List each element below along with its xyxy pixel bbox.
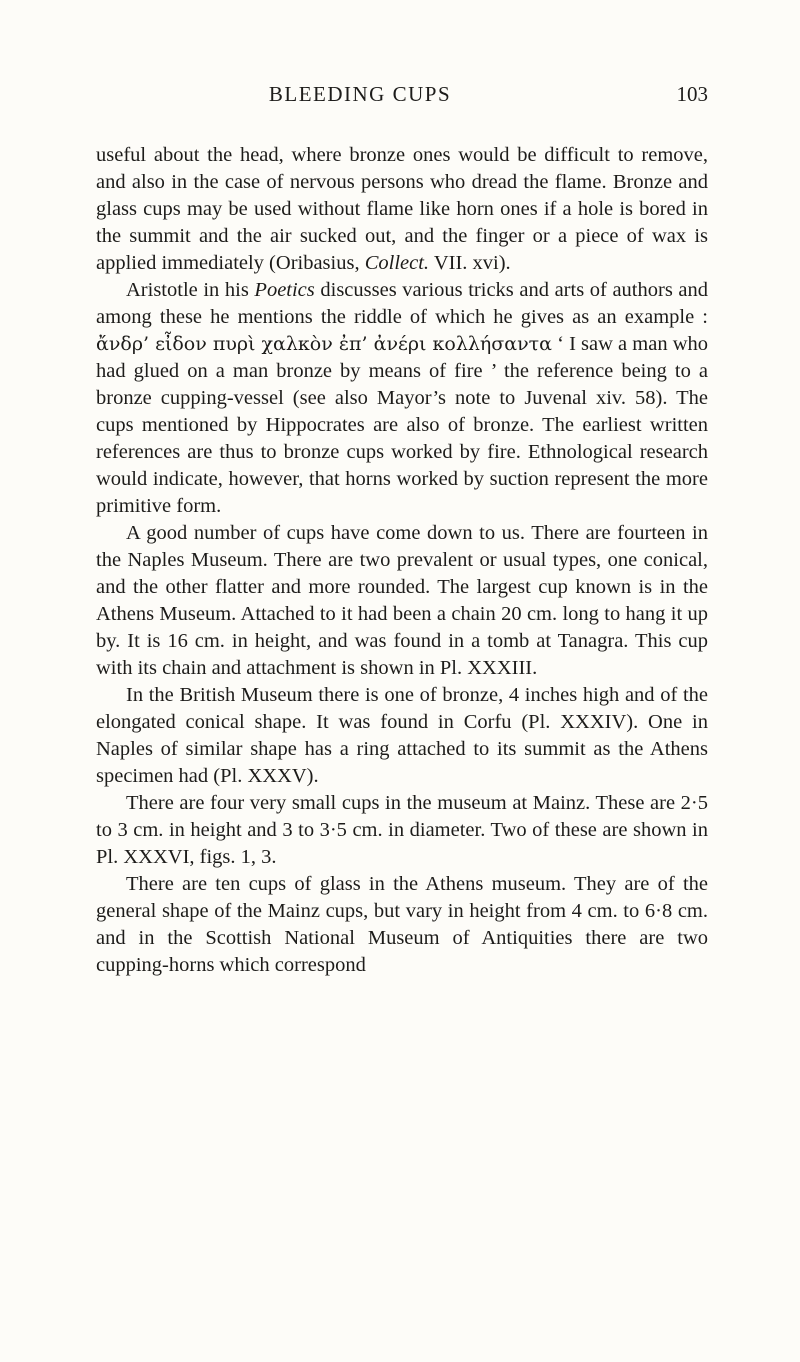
paragraph (96, 520, 708, 682)
text-run: There are four very small cups in the museum at Mainz. These are 2·5 to 3 cm. in height and 3 to 3·5 cm. in diameter. Two of these are shown in Pl. XXXVI, figs. 1, 3. (96, 792, 708, 868)
paragraph (96, 871, 708, 979)
page-header (96, 82, 708, 112)
text-run: A good number of cups have come down to us. There are fourteen in the Naples Museum. There are two prevalent or usual types, one conical, and the other flatter and more rounded. The largest cup known is in the Athens Museum. Attached to it had been a chain 20 cm. long to hang it up by. It is 16 cm. in height, and was found in a tomb at Tanagra. This cup with its chain and attachment is shown in Pl. XXXIII. (96, 522, 708, 679)
italic-text-run: Collect. (364, 252, 430, 274)
text-run: useful about the head, where bronze ones would be difficult to remove, and also in the case of nervous persons who dread the flame. Bronze and glass cups may be used without flame like horn ones if a hole is bored in the summit and the air sucked out, and the finger or a piece of wax is applied immediately (Oribasius, (96, 144, 708, 274)
running-title: BLEEDING CUPS (268, 82, 452, 106)
text-run: Aristotle in his (126, 279, 255, 301)
paragraph (96, 142, 708, 277)
page-number: 103 (676, 82, 708, 106)
text-run: In the British Museum there is one of bronze, 4 inches high and of the elongated conical shape. It was found in Corfu (Pl. XXXIV). One in Naples of similar shape has a ring attached to its summit as the Athens specimen had (Pl. XXXV). (96, 684, 708, 787)
paragraph (96, 277, 708, 520)
page-body (96, 142, 708, 979)
text-run: ‘ I saw a man who had glued on a man bronze by means of fire ’ the reference being to a bronze cupping-vessel (see also Mayor’s note to Juvenal xiv. 58). The cups mentioned by Hippocrates are also of bronze. The earliest written references are thus to bronze cups worked by fire. Ethnological research would indicate, however, that horns worked by suction represent the more primitive form. (96, 333, 709, 517)
paragraph (96, 682, 708, 790)
text-run: VII. xvi). (429, 252, 511, 274)
text-run: There are ten cups of glass in the Athens museum. They are of the general shape of the Mainz cups, but vary in height from 4 cm. to 6·8 cm. and in the Scottish National Museum of Antiquities there are two cupping-horns which correspond (96, 873, 708, 976)
italic-text-run: Poetics (254, 279, 315, 301)
greek-text-run: ἄνδρ’ εἶδον πυρὶ χαλκὸν ἐπ’ ἀνέρι κολλήσαντα (96, 333, 552, 355)
text-run: discusses various tricks and arts of authors and among these he mentions the riddle of which he gives as an example : (96, 279, 709, 328)
paragraph (96, 790, 708, 871)
